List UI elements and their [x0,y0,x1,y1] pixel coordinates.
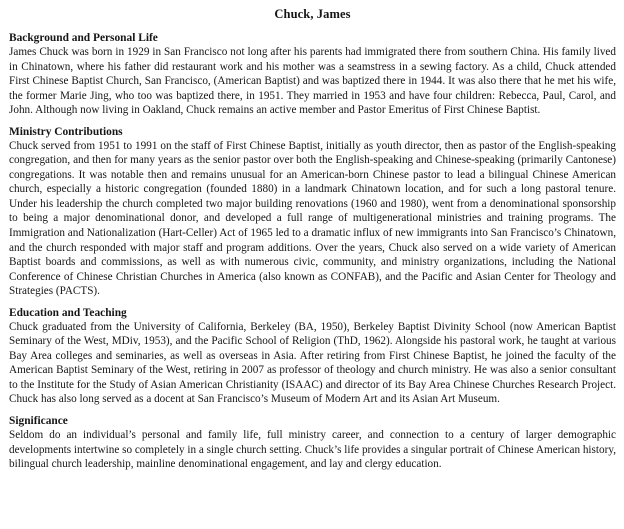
section-ministry-contributions [9,126,616,299]
section-significance [9,415,616,472]
section-body: Chuck served from 1951 to 1991 on the staff of First Chinese Baptist, initially as youth director, then as pastor of the English-speaking congregation, and then for many years as the senior pastor over both the English-speaking and Chinese-speaking (primarily Cantonese) congregations. It was notable then and remains unusual for an American-born Chinese pastor to lead a bilingual Chinese American church, especially a historic congregation (founded 1880) in a landmark Chinatown location, and for such a long pastoral tenure. Under his leadership the church completed two major building renovations (1960 and 1980), went from a denominational sponsorship to being a major denominational donor, and developed a full range of multigenerational ministries and training programs. The Immigration and Nationalization (Hart-Celler) Act of 1965 led to a dramatic influx of new immigrants into San Francisco’s Chinatown, and the church responded with major staff and program additions. Over the years, Chuck also served on a wide variety of American Baptist boards and commissions, as well as with numerous civic, community, and ministry organizations, including the National Conference of Chinese Christian Churches in America (also known as CONFAB), and the Pacific and Asian Center for Theology and Strategies (PACTS). [9,139,616,298]
section-body: Seldom do an individual’s personal and family life, full ministry career, and connection to a century of larger demographic developments intertwine so completely in a single church setting. Chuck’s life provides a singular portrait of Chinese American history, bilingual church leadership, mainline denominational engagement, and lay and clergy education. [9,429,616,471]
section-body: Chuck graduated from the University of California, Berkeley (BA, 1950), Berkeley Baptist Divinity School (now American Baptist Seminary of the West, MDiv, 1953), and the Pacific School of Religion (ThD, 1962). Alongside his pastoral work, he taught at various Bay Area colleges and seminaries, as well as overseas in Asia. After retiring from First Chinese Baptist, he joined the faculty of the American Baptist Seminary of the West, retiring in 2007 as professor of theology and church ministry. He was also a senior consultant to the Institute for the Study of Asian American Christianity (ISAAC) and director of its Bay Area Chinese Churches Research Project. Chuck has also long served as a docent at San Francisco’s Museum of Modern Art and its Asian Art Museum. [9,320,616,406]
section-education-and-teaching [9,307,616,407]
section-heading: Education and Teaching [9,306,127,319]
section-heading: Background and Personal Life [9,32,158,44]
section-body: James Chuck was born in 1929 in San Francisco not long after his parents had immigrated there from southern China. His family lived in Chinatown, where his father did restaurant work and his mother was a seamstress in a sewing factory. As a child, Chuck attended First Chinese Baptist Church, San Francisco, (American Baptist) and was baptized there in 1944. It was also there that he met his wife, the former Marie Jing, who too was baptized there, in 1951. They married in 1953 and have four children: Rebecca, Paul, Carol, and John. Although now living in Oakland, Chuck remains an active member and Pastor Emeritus of First Chinese Baptist. [9,46,616,117]
document-title: Chuck, James [274,7,351,21]
section-heading: Significance [9,415,68,428]
section-background-and-personal-life [9,32,616,118]
section-heading: Ministry Contributions [9,125,123,138]
